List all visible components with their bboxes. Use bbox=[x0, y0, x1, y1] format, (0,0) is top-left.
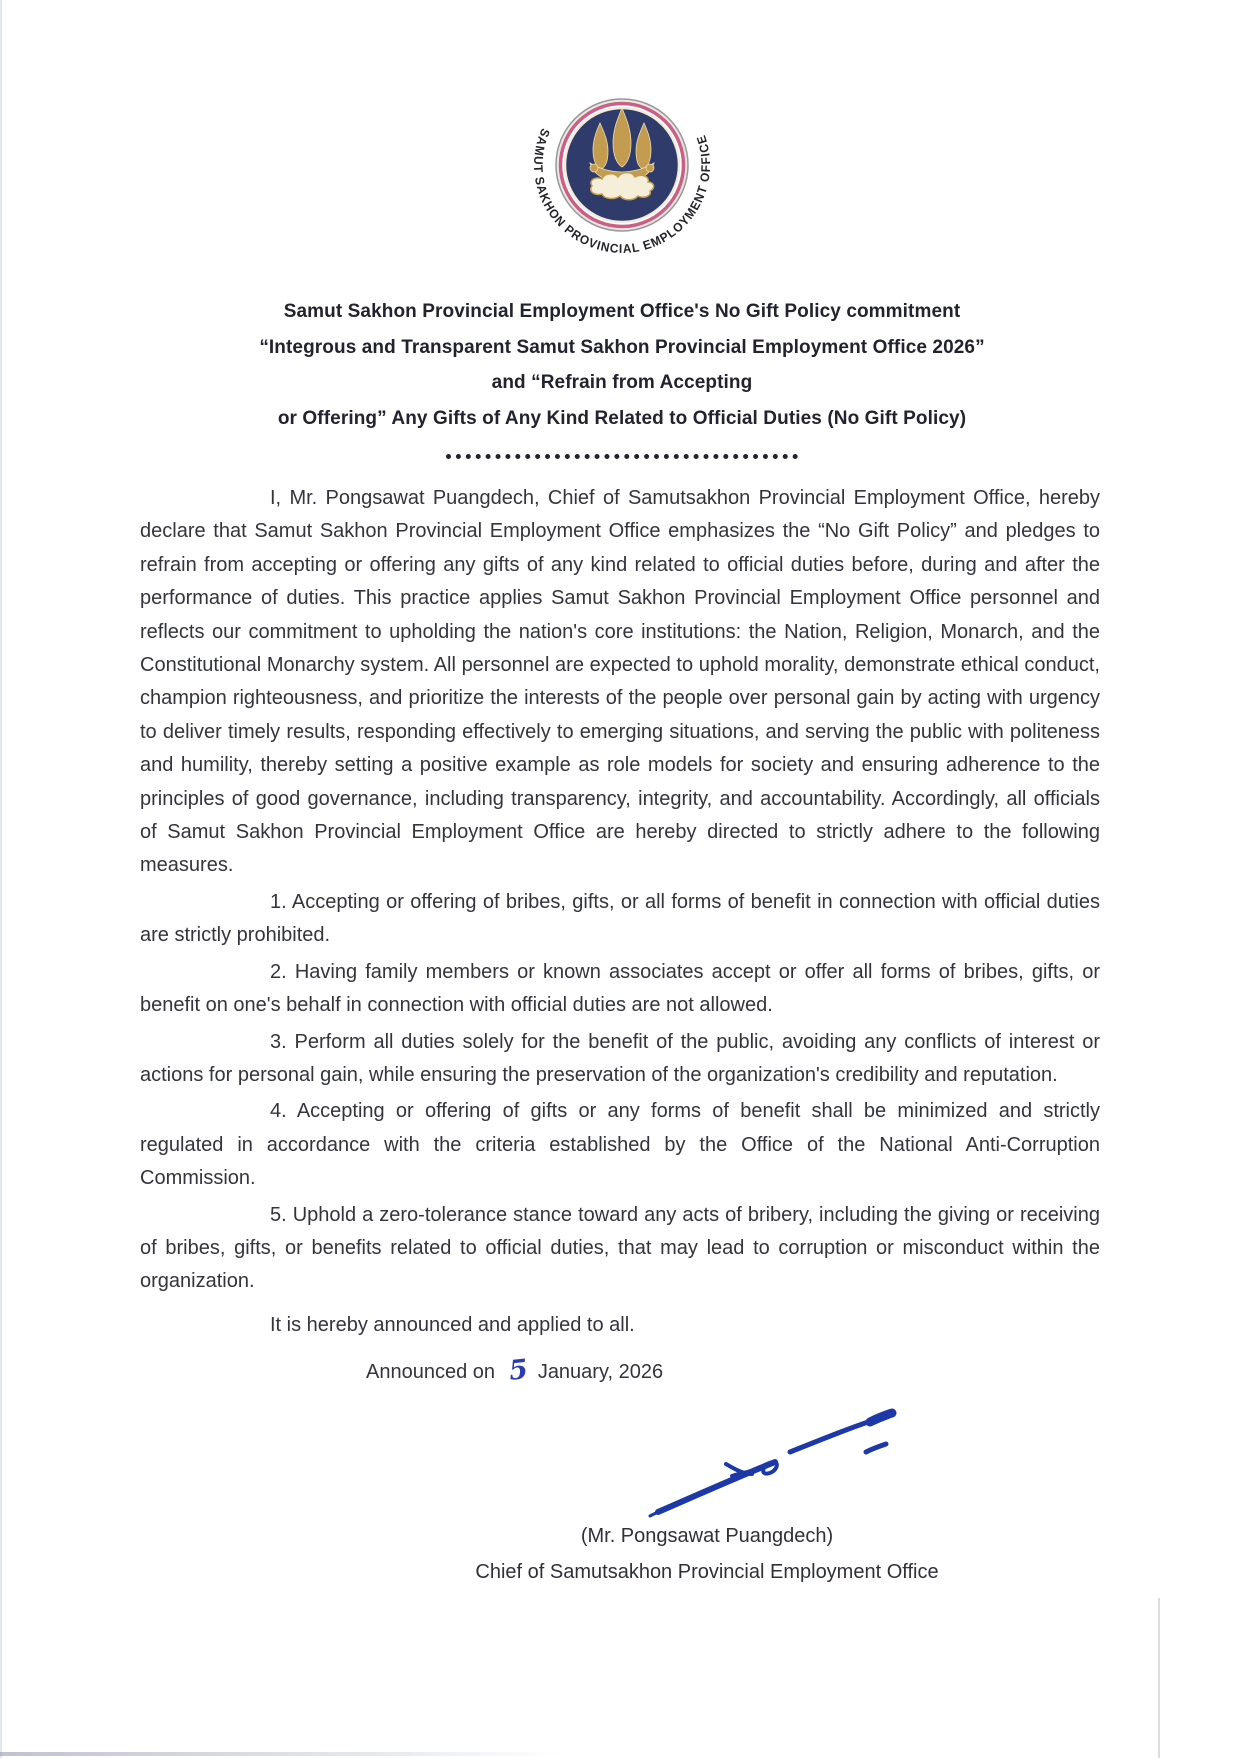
announcement-prefix: Announced on bbox=[366, 1361, 496, 1384]
title-line-4: or Offering” Any Gifts of Any Kind Related to Official Duties (No Gift Policy) bbox=[277, 407, 967, 429]
announcement-suffix: January, 2026 bbox=[537, 1361, 664, 1384]
title-line-3: and “Refrain from Accepting bbox=[491, 372, 753, 393]
scan-edge-bottom bbox=[0, 1752, 560, 1756]
scan-edge-left bbox=[0, 0, 2, 1758]
signatory-block bbox=[407, 1518, 1007, 1590]
agency-seal bbox=[0, 0, 1244, 268]
measure-item-2: 2. Having family members or known associates accept or offer all forms of bribes, gifts, or benefit on one's behalf in connection with official duties are not allowed. bbox=[140, 960, 1100, 1017]
scan-edge-right bbox=[1158, 1598, 1160, 1758]
handwritten-day: 5 bbox=[507, 1354, 530, 1388]
closing-statement: It is hereby announced and applied to all. bbox=[270, 1313, 635, 1336]
dotted-separator bbox=[446, 454, 798, 459]
document-body bbox=[140, 482, 1100, 1590]
document-title bbox=[0, 294, 1244, 436]
measure-item-3: 3. Perform all duties solely for the benefit of the public, avoiding any conflicts of interest or actions for personal gain, while ensuring the preservation of the organization's credibility and reputation. bbox=[140, 1030, 1100, 1086]
title-line-1: Samut Sakhon Provincial Employment Office's No Gift Policy commitment bbox=[283, 301, 961, 322]
measure-item-5: 5. Uphold a zero-tolerance stance toward any acts of bribery, including the giving or receiving of bribes, gifts, or benefits related to official duties, that may lead to corruption or misconduct within the organization. bbox=[140, 1203, 1100, 1293]
signatory-title: Chief of Samutsakhon Provincial Employment Office bbox=[475, 1561, 939, 1584]
signature-ink-icon bbox=[640, 1404, 920, 1524]
agency-seal-icon bbox=[522, 68, 722, 268]
measure-item-4: 4. Accepting or offering of gifts or any forms of benefit shall be minimized and strictly regulated in accordance with the criteria established by the Office of the National Anti-Corruption Commission. bbox=[140, 1100, 1100, 1190]
declaration-paragraph: I, Mr. Pongsawat Puangdech, Chief of Samutsakhon Provincial Employment Office, hereby declare that Samut Sakhon Provincial Employment Office emphasizes the “No Gift Policy” and pledges to refrain from accepting or offering any gifts of any kind related to official duties before, during and after the performance of duties. This practice applies Samut Sakhon Provincial Employment Office personnel and reflects our commitment to upholding the nation's core institutions: the Nation, Religion, Monarch, and the Constitutional Monarchy system. All personnel are expected to uphold morality, demonstrate ethical conduct, champion righteousness, and prioritize the interests of the people over personal gain by acting with urgency to deliver timely results, responding effectively to emerging situations, and serving the public with politeness and humility, thereby setting a positive example as role models for society and ensuring adherence to the principles of good governance, including transparency, integrity, and accountability. Accordingly, all officials of Samut Sakhon Provincial Employment Office are hereby directed to strictly adhere to the following measures. bbox=[140, 487, 1100, 877]
signature-area bbox=[140, 1390, 1100, 1510]
signatory-name: (Mr. Pongsawat Puangdech) bbox=[580, 1525, 834, 1548]
announcement-date-line bbox=[140, 1352, 1100, 1390]
seal-ring-text: SAMUT SAKHON PROVINCIAL EMPLOYMENT OFFICE bbox=[530, 126, 714, 257]
title-line-2: “Integrous and Transparent Samut Sakhon Provincial Employment Office 2026” bbox=[259, 336, 985, 358]
measure-item-1: 1. Accepting or offering of bribes, gifts, or all forms of benefit in connection with official duties are strictly prohibited. bbox=[140, 890, 1100, 947]
